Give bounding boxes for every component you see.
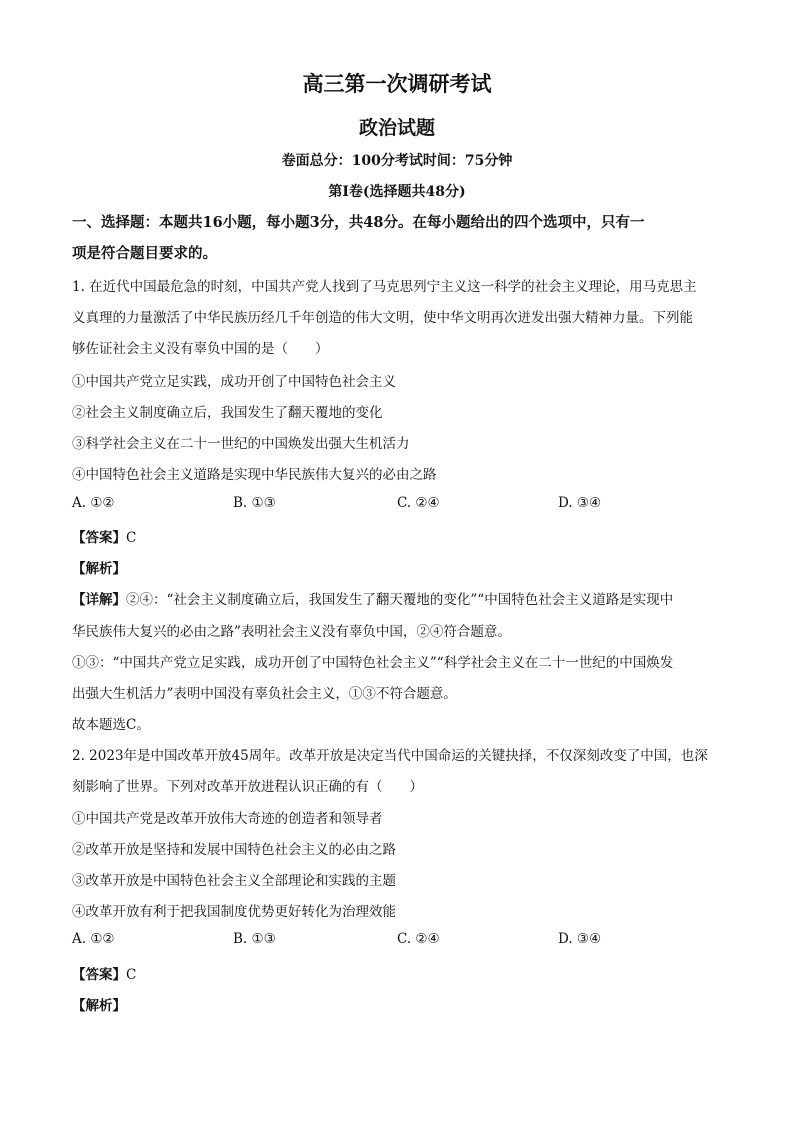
q1-statement: ②社会主义制度确立后，我国发生了翻天覆地的变化 bbox=[72, 405, 383, 421]
q1-statement: ①中国共产党立足实践，成功开创了中国特色社会主义 bbox=[72, 374, 396, 390]
analysis-label: 【解析】 bbox=[72, 998, 126, 1014]
q1-stem-line: 1. 在近代中国最危急的时刻，中国共产党人找到了马克思列宁主义这一科学的社会主义理论，用马克思主 bbox=[72, 279, 697, 295]
q2-statement: ①中国共产党是改革开放伟大奇迹的创造者和领导者 bbox=[72, 811, 383, 827]
detail-text: ②④：“社会主义制度确立后，我国发生了翻天覆地的变化”“中国特色社会主义道路是实现中 bbox=[126, 592, 674, 608]
q2-statement: ④改革开放有利于把我国制度优势更好转化为治理效能 bbox=[72, 904, 396, 920]
section-instructions bbox=[72, 207, 732, 269]
q2-statement: ③改革开放是中国特色社会主义全部理论和实践的主题 bbox=[72, 873, 396, 889]
q2-answer bbox=[72, 963, 136, 983]
answer-label: 【答案】 bbox=[72, 967, 126, 983]
q2-option-d: D. ③④ bbox=[558, 931, 602, 947]
q1-answer bbox=[72, 526, 136, 546]
q2-stem-line: 刻影响了世界。下列对改革开放进程认识正确的有（ ） bbox=[72, 779, 423, 795]
q1-detail-line: 出强大生机活力”表明中国没有辜负社会主义，①③不符合题意。 bbox=[72, 686, 457, 702]
q1-stem-line: 义真理的力量激活了中华民族历经几千年创造的伟大文明，使中华文明再次迸发出强大精神力量。下列能 bbox=[72, 310, 693, 326]
q1-detail-line: ①③：“中国共产党立足实践，成功开创了中国特色社会主义”“科学社会主义在二十一世纪的中国焕发 bbox=[72, 655, 674, 671]
detail-label: 【详解】 bbox=[72, 592, 126, 608]
q1-option-d: D. ③④ bbox=[558, 495, 602, 511]
answer-value: C bbox=[126, 530, 137, 546]
q2-option-c: C. ②④ bbox=[397, 931, 440, 947]
q1-detail-line bbox=[72, 588, 732, 608]
part-title: 第Ⅰ卷(选择题共48分) bbox=[328, 184, 466, 200]
answer-label: 【答案】 bbox=[72, 530, 126, 546]
q1-option-b: B. ①③ bbox=[233, 495, 276, 511]
exam-meta: 卷面总分：100分考试时间：75分钟 bbox=[281, 153, 513, 169]
q2-analysis bbox=[72, 994, 126, 1014]
analysis-label: 【解析】 bbox=[72, 561, 126, 577]
q1-stem-line: 够佐证社会主义没有辜负中国的是（ ） bbox=[72, 341, 329, 357]
q1-detail-line: 华民族伟大复兴的必由之路”表明社会主义没有辜负中国，②④符合题意。 bbox=[72, 624, 511, 640]
q1-option-c: C. ②④ bbox=[397, 495, 440, 511]
exam-title: 高三第一次调研考试 bbox=[302, 71, 492, 96]
subject-title: 政治试题 bbox=[358, 117, 435, 139]
q1-analysis bbox=[72, 557, 126, 577]
section-line: 项是符合题目要求的。 bbox=[72, 245, 217, 262]
q1-statement: ④中国特色社会主义道路是实现中华民族伟大复兴的必由之路 bbox=[72, 467, 437, 483]
q2-stem-line: 2. 2023年是中国改革开放45周年。改革开放是决定当代中国命运的关键抉择，不仅深刻改变了中国，也深 bbox=[72, 748, 708, 764]
q1-conclusion: 故本题选C。 bbox=[72, 717, 150, 733]
q2-statement: ②改革开放是坚持和发展中国特色社会主义的必由之路 bbox=[72, 842, 396, 858]
q2-option-a: A. ①② bbox=[72, 931, 115, 947]
q2-option-b: B. ①③ bbox=[233, 931, 276, 947]
section-line: 一、选择题：本题共16小题，每小题3分，共48分。在每小题给出的四个选项中，只有一 bbox=[72, 214, 645, 231]
q1-option-a: A. ①② bbox=[72, 495, 115, 511]
answer-value: C bbox=[126, 967, 137, 983]
q1-statement: ③科学社会主义在二十一世纪的中国焕发出强大生机活力 bbox=[72, 436, 410, 452]
